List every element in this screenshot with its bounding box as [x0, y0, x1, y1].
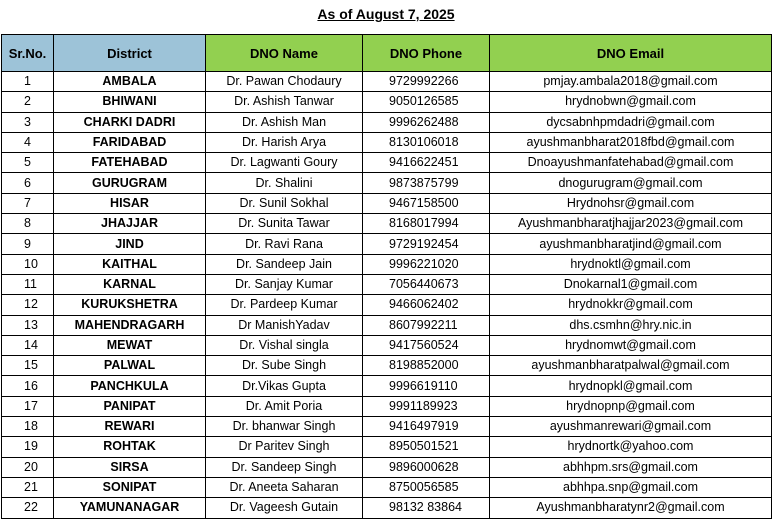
table-row	[2, 315, 772, 335]
cell-district: PALWAL	[54, 356, 206, 376]
cell-dno-name: Dr. Harish Arya	[206, 132, 363, 152]
cell-dno-phone[interactable]: 8950501521	[363, 437, 490, 457]
cell-sr-no: 14	[2, 335, 54, 355]
cell-dno-phone[interactable]: 9996262488	[363, 112, 490, 132]
table-row	[2, 112, 772, 132]
header-sr-no: Sr.No.	[2, 35, 54, 72]
cell-dno-phone[interactable]: 9417560524	[363, 335, 490, 355]
cell-dno-phone[interactable]: 9729992266	[363, 72, 490, 92]
cell-dno-email[interactable]: Ayushmanbharatjhajjar2023@gmail.com	[490, 214, 772, 234]
cell-dno-phone[interactable]: 9991189923	[363, 396, 490, 416]
cell-sr-no: 5	[2, 153, 54, 173]
cell-district: SIRSA	[54, 457, 206, 477]
cell-dno-phone[interactable]: 8130106018	[363, 132, 490, 152]
cell-dno-name: Dr. Pardeep Kumar	[206, 295, 363, 315]
table-row	[2, 254, 772, 274]
cell-dno-email[interactable]: pmjay.ambala2018@gmail.com	[490, 72, 772, 92]
cell-sr-no: 16	[2, 376, 54, 396]
cell-dno-email[interactable]: ayushmanbharatjind@gmail.com	[490, 234, 772, 254]
cell-dno-name: Dr. Lagwanti Goury	[206, 153, 363, 173]
cell-sr-no: 10	[2, 254, 54, 274]
cell-dno-phone[interactable]: 9416497919	[363, 417, 490, 437]
table-row	[2, 274, 772, 294]
dno-contact-table	[1, 34, 772, 519]
cell-district: MEWAT	[54, 335, 206, 355]
cell-sr-no: 22	[2, 498, 54, 518]
cell-district: REWARI	[54, 417, 206, 437]
cell-dno-phone[interactable]: 9467158500	[363, 193, 490, 213]
cell-sr-no: 1	[2, 72, 54, 92]
cell-district: YAMUNANAGAR	[54, 498, 206, 518]
table-header-row	[2, 35, 772, 72]
cell-dno-name: Dr. Sandeep Jain	[206, 254, 363, 274]
header-district: District	[54, 35, 206, 72]
table-row	[2, 295, 772, 315]
cell-district: JIND	[54, 234, 206, 254]
page-title: As of August 7, 2025	[317, 6, 455, 22]
table-row	[2, 477, 772, 497]
cell-dno-email[interactable]: hrydnopkl@gmail.com	[490, 376, 772, 396]
table-row	[2, 498, 772, 518]
cell-dno-phone[interactable]: 9873875799	[363, 173, 490, 193]
cell-dno-name: Dr. Sunita Tawar	[206, 214, 363, 234]
cell-dno-email[interactable]: dycsabnhpmdadri@gmail.com	[490, 112, 772, 132]
cell-sr-no: 19	[2, 437, 54, 457]
cell-sr-no: 13	[2, 315, 54, 335]
cell-district: PANIPAT	[54, 396, 206, 416]
cell-dno-name: Dr. Amit Poria	[206, 396, 363, 416]
cell-district: JHAJJAR	[54, 214, 206, 234]
cell-sr-no: 8	[2, 214, 54, 234]
cell-district: PANCHKULA	[54, 376, 206, 396]
cell-dno-phone[interactable]: 8750056585	[363, 477, 490, 497]
table-row	[2, 193, 772, 213]
cell-dno-phone[interactable]: 9050126585	[363, 92, 490, 112]
cell-dno-name: Dr. Pawan Chodaury	[206, 72, 363, 92]
cell-dno-email[interactable]: abhhpa.snp@gmail.com	[490, 477, 772, 497]
table-row	[2, 457, 772, 477]
cell-sr-no: 4	[2, 132, 54, 152]
table-row	[2, 72, 772, 92]
cell-district: GURUGRAM	[54, 173, 206, 193]
cell-dno-name: Dr. Sube Singh	[206, 356, 363, 376]
table-row	[2, 234, 772, 254]
header-dno-name: DNO Name	[206, 35, 363, 72]
cell-dno-email[interactable]: ayushmanrewari@gmail.com	[490, 417, 772, 437]
cell-dno-email[interactable]: ayushmanbharat2018fbd@gmail.com	[490, 132, 772, 152]
table-body	[2, 72, 772, 519]
cell-dno-name: Dr. Sandeep Singh	[206, 457, 363, 477]
cell-sr-no: 12	[2, 295, 54, 315]
cell-district: FATEHABAD	[54, 153, 206, 173]
cell-dno-email[interactable]: abhhpm.srs@gmail.com	[490, 457, 772, 477]
cell-dno-phone[interactable]: 7056440673	[363, 274, 490, 294]
cell-dno-name: Dr ManishYadav	[206, 315, 363, 335]
cell-dno-email[interactable]: hrydnoktl@gmail.com	[490, 254, 772, 274]
header-dno-phone: DNO Phone	[363, 35, 490, 72]
cell-district: HISAR	[54, 193, 206, 213]
cell-dno-email[interactable]: dhs.csmhn@hry.nic.in	[490, 315, 772, 335]
cell-sr-no: 2	[2, 92, 54, 112]
cell-sr-no: 3	[2, 112, 54, 132]
table-row	[2, 214, 772, 234]
cell-dno-email[interactable]: Ayushmanbharatynr2@gmail.com	[490, 498, 772, 518]
cell-district: SONIPAT	[54, 477, 206, 497]
cell-sr-no: 9	[2, 234, 54, 254]
cell-sr-no: 7	[2, 193, 54, 213]
cell-dno-name: Dr. bhanwar Singh	[206, 417, 363, 437]
cell-dno-phone[interactable]: 9466062402	[363, 295, 490, 315]
cell-district: AMBALA	[54, 72, 206, 92]
table-row	[2, 173, 772, 193]
table-row	[2, 356, 772, 376]
cell-dno-phone[interactable]: 9416622451	[363, 153, 490, 173]
cell-dno-email[interactable]: Dnoayushmanfatehabad@gmail.com	[490, 153, 772, 173]
cell-dno-name: Dr. Ravi Rana	[206, 234, 363, 254]
cell-dno-name: Dr. Shalini	[206, 173, 363, 193]
cell-dno-name: Dr Paritev Singh	[206, 437, 363, 457]
cell-dno-name: Dr. Ashish Tanwar	[206, 92, 363, 112]
cell-dno-name: Dr. Sanjay Kumar	[206, 274, 363, 294]
header-dno-email: DNO Email	[490, 35, 772, 72]
cell-district: BHIWANI	[54, 92, 206, 112]
cell-dno-name: Dr. Vishal singla	[206, 335, 363, 355]
cell-district: MAHENDRAGARH	[54, 315, 206, 335]
cell-dno-name: Dr. Vageesh Gutain	[206, 498, 363, 518]
table-row	[2, 376, 772, 396]
table-row	[2, 417, 772, 437]
cell-dno-phone[interactable]: 9896000628	[363, 457, 490, 477]
cell-dno-email[interactable]: hrydnopnp@gmail.com	[490, 396, 772, 416]
cell-sr-no: 6	[2, 173, 54, 193]
cell-dno-email[interactable]: ayushmanbharatpalwal@gmail.com	[490, 356, 772, 376]
table-row	[2, 335, 772, 355]
cell-dno-phone[interactable]: 98132 83864	[363, 498, 490, 518]
cell-district: KURUKSHETRA	[54, 295, 206, 315]
cell-district: KAITHAL	[54, 254, 206, 274]
cell-dno-email[interactable]: hrydnokkr@gmail.com	[490, 295, 772, 315]
cell-dno-name: Dr.Vikas Gupta	[206, 376, 363, 396]
table-row	[2, 132, 772, 152]
table-row	[2, 396, 772, 416]
cell-dno-email[interactable]: dnogurugram@gmail.com	[490, 173, 772, 193]
cell-dno-email[interactable]: hrydnortk@yahoo.com	[490, 437, 772, 457]
table-row	[2, 437, 772, 457]
cell-dno-email[interactable]: hrydnobwn@gmail.com	[490, 92, 772, 112]
cell-sr-no: 17	[2, 396, 54, 416]
cell-dno-phone[interactable]: 9996619110	[363, 376, 490, 396]
cell-dno-email[interactable]: hrydnomwt@gmail.com	[490, 335, 772, 355]
cell-district: ROHTAK	[54, 437, 206, 457]
table-row	[2, 153, 772, 173]
cell-sr-no: 20	[2, 457, 54, 477]
cell-dno-phone[interactable]: 8198852000	[363, 356, 490, 376]
cell-dno-name: Dr. Aneeta Saharan	[206, 477, 363, 497]
cell-district: CHARKI DADRI	[54, 112, 206, 132]
cell-district: KARNAL	[54, 274, 206, 294]
cell-dno-email[interactable]: Dnokarnal1@gmail.com	[490, 274, 772, 294]
cell-dno-phone[interactable]: 9729192454	[363, 234, 490, 254]
cell-district: FARIDABAD	[54, 132, 206, 152]
cell-dno-phone[interactable]: 8607992211	[363, 315, 490, 335]
cell-sr-no: 11	[2, 274, 54, 294]
cell-dno-email[interactable]: Hrydnohsr@gmail.com	[490, 193, 772, 213]
cell-sr-no: 15	[2, 356, 54, 376]
cell-dno-name: Dr. Ashish Man	[206, 112, 363, 132]
table-row	[2, 92, 772, 112]
cell-dno-name: Dr. Sunil Sokhal	[206, 193, 363, 213]
cell-sr-no: 21	[2, 477, 54, 497]
cell-dno-phone[interactable]: 8168017994	[363, 214, 490, 234]
cell-dno-phone[interactable]: 9996221020	[363, 254, 490, 274]
cell-sr-no: 18	[2, 417, 54, 437]
